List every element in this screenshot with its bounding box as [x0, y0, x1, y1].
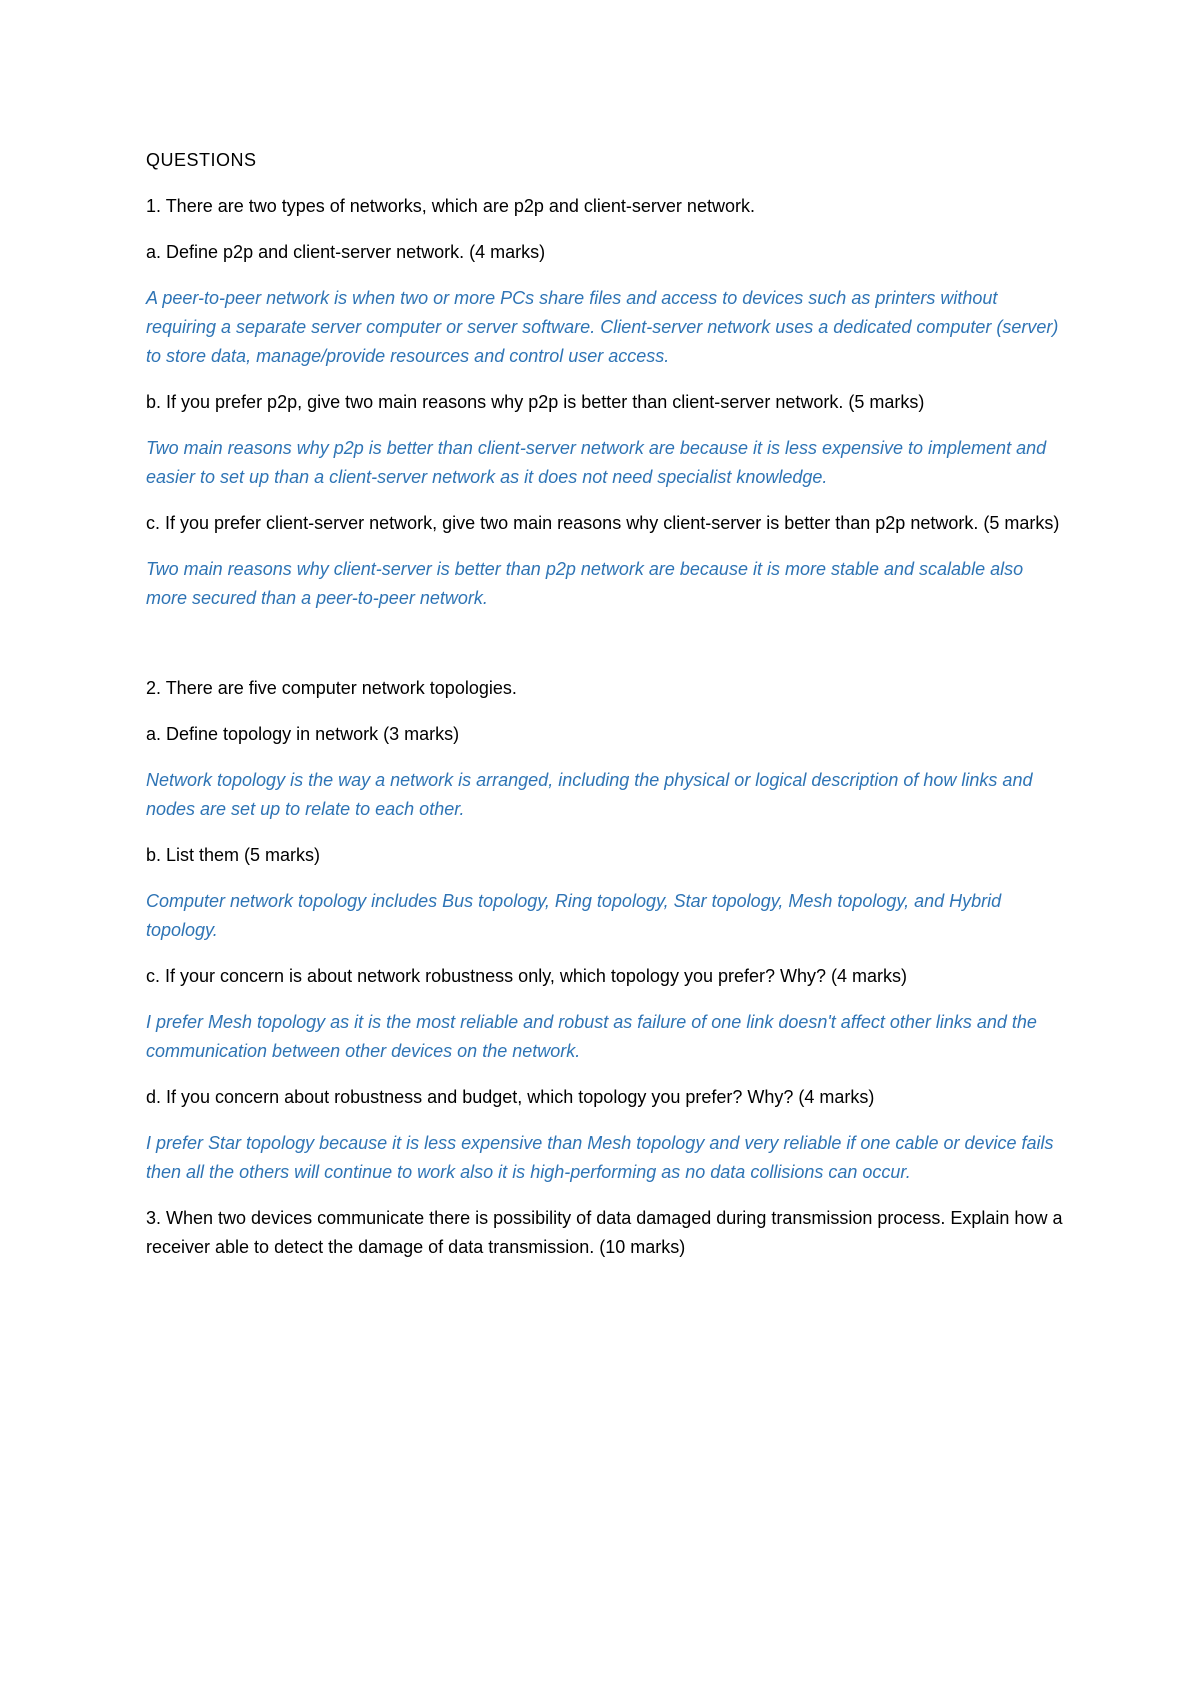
question-1: 1. There are two types of networks, which are p2p and client-server network. — [146, 196, 755, 216]
question-2b: b. List them (5 marks) — [146, 845, 321, 865]
answer-2a: Network topology is the way a network is arranged, including the physical or logical description of how links and nodes are set up to relate to each other. — [146, 770, 1033, 819]
question-1b: b. If you prefer p2p, give two main reasons why p2p is better than client-server network. (5 marks) — [146, 392, 925, 412]
question-1a: a. Define p2p and client-server network. (4 marks) — [146, 242, 546, 262]
question-2c: c. If your concern is about network robustness only, which topology you prefer? Why? (4 marks) — [146, 966, 908, 986]
question-2a: a. Define topology in network (3 marks) — [146, 724, 460, 744]
document-page — [146, 146, 1066, 1279]
section-spacer — [146, 630, 1066, 674]
answer-2d: I prefer Star topology because it is less expensive than Mesh topology and very reliable if one cable or device fails then all the others will continue to work also it is high-performing as no data collisions can occur. — [146, 1133, 1054, 1182]
document-heading: QUESTIONS — [146, 150, 257, 170]
answer-2c: I prefer Mesh topology as it is the most reliable and robust as failure of one link doesn't affect other links and the communication between other devices on the network. — [146, 1012, 1037, 1061]
question-2: 2. There are five computer network topologies. — [146, 678, 517, 698]
question-3: 3. When two devices communicate there is possibility of data damaged during transmission process. Explain how a receiver able to detect the damage of data transmission. (10 marks) — [146, 1208, 1063, 1257]
answer-2b: Computer network topology includes Bus topology, Ring topology, Star topology, Mesh topology, and Hybrid topology. — [146, 891, 1002, 940]
answer-1a: A peer-to-peer network is when two or more PCs share files and access to devices such as printers without requiring a separate server computer or server software. Client-server network uses a dedicated computer (server) to store data, manage/provide resources and control user access. — [146, 288, 1059, 366]
answer-1c: Two main reasons why client-server is better than p2p network are because it is more stable and scalable also more secured than a peer-to-peer network. — [146, 559, 1024, 608]
answer-1b: Two main reasons why p2p is better than client-server network are because it is less expensive to implement and easier to set up than a client-server network as it does not need specialist knowledge. — [146, 438, 1047, 487]
question-1c: c. If you prefer client-server network, give two main reasons why client-server is better than p2p network. (5 marks) — [146, 513, 1060, 533]
question-2d: d. If you concern about robustness and budget, which topology you prefer? Why? (4 marks) — [146, 1087, 875, 1107]
